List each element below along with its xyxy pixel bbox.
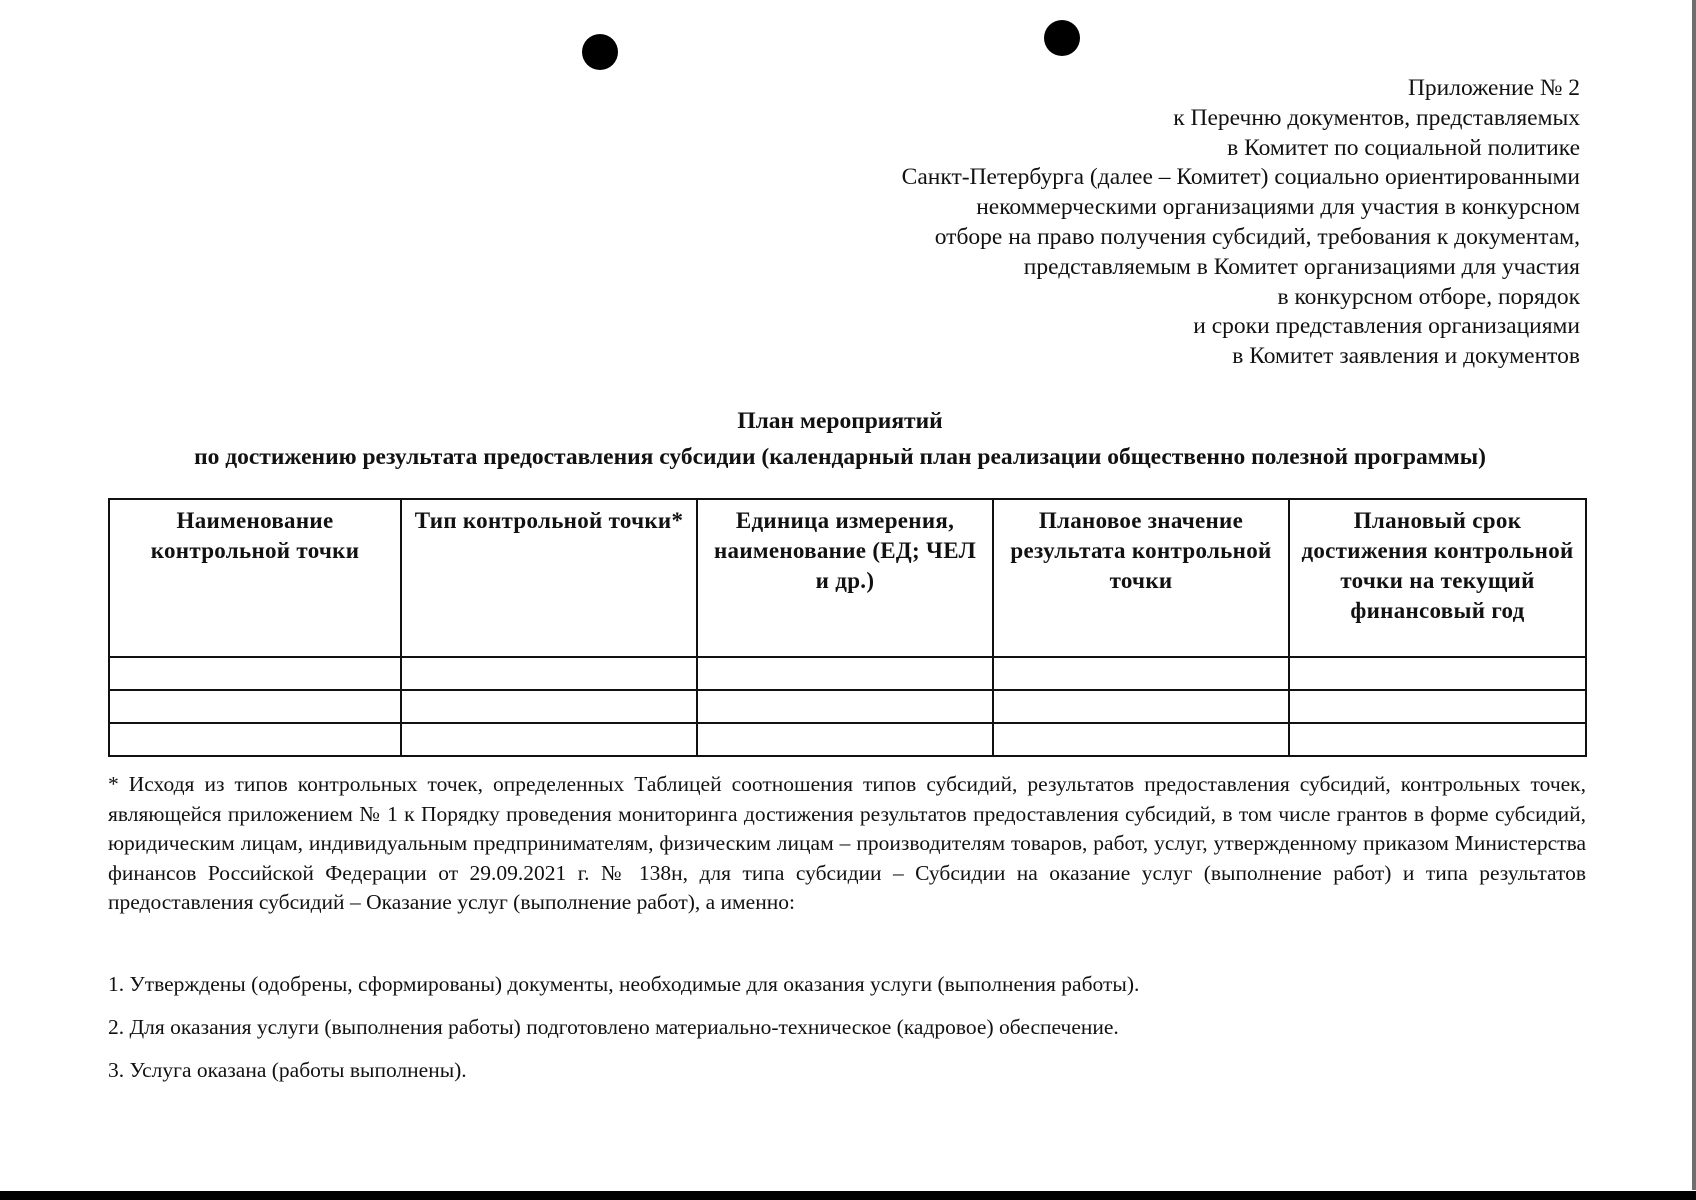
- column-header: Наименование контрольной точки: [109, 499, 401, 657]
- plan-title: План мероприятий: [737, 408, 943, 434]
- table-row: [109, 690, 1586, 723]
- control-points-table: [108, 498, 1587, 757]
- table-cell[interactable]: [401, 657, 697, 690]
- table-cell[interactable]: [697, 690, 993, 723]
- table-cell[interactable]: [401, 723, 697, 756]
- table-cell[interactable]: [109, 657, 401, 690]
- column-header: Единица измерения, наименование (ЕД; ЧЕЛ и др.): [697, 499, 993, 657]
- appendix-line: Приложение № 2: [1407, 75, 1580, 101]
- appendix-header: [700, 74, 1580, 372]
- table-cell[interactable]: [1289, 723, 1586, 756]
- table-cell[interactable]: [1289, 657, 1586, 690]
- plan-subtitle: по достижению результата предоставления субсидии (календарный план реализации общественно полезной программы): [194, 444, 1486, 470]
- table-cell[interactable]: [401, 690, 697, 723]
- table-row: [109, 723, 1586, 756]
- scan-edge-bottom: [0, 1191, 1696, 1200]
- column-header: Плановое значение результата контрольной точки: [993, 499, 1289, 657]
- table-cell[interactable]: [993, 657, 1289, 690]
- table-cell[interactable]: [109, 690, 401, 723]
- list-item: 1. Утверждены (одобрены, сформированы) документы, необходимые для оказания услуги (выполнения работы).: [108, 972, 1140, 996]
- footnote-text: * Исходя из типов контрольных точек, определенных Таблицей соотношения типов субсидий, результатов предоставления субсидий, контрольных точек, являющейся приложением № 1 к Порядку проведения мониторинга достижения результатов предоставления субсидий, в том числе грантов в форме субсидий, юридическим лицам, индивидуальным предпринимателям, физическим лицам – производителям товаров, работ, услуг, утвержденному приказом Министерства финансов Российской Федерации от 29.09.2021 г. № 138н, для типа субсидии – Субсидии на оказание услуг (выполнение работ) и типа результатов предоставления субсидий – Оказание услуг (выполнение работ), а именно:: [108, 772, 1586, 915]
- appendix-line: некоммерческими организациями для участия в конкурсном: [976, 194, 1580, 221]
- plan-title-block: [100, 403, 1580, 475]
- column-header: Тип контрольной точки*: [401, 499, 697, 657]
- table-row: [109, 657, 1586, 690]
- scan-edge-right: [1692, 0, 1696, 1190]
- appendix-line: представляемым в Комитет организациями для участия: [1023, 253, 1580, 280]
- appendix-line: в Комитет заявления и документов: [1232, 343, 1580, 370]
- list-item: 2. Для оказания услуги (выполнения работы) подготовлено материально-техническое (кадровое) обеспечение.: [108, 1015, 1119, 1039]
- appendix-line: в конкурсном отборе, порядок: [1277, 283, 1580, 310]
- table-cell[interactable]: [1289, 690, 1586, 723]
- table-cell[interactable]: [697, 723, 993, 756]
- appendix-line: Санкт-Петербурга (далее – Комитет) социально ориентированными: [901, 164, 1580, 191]
- table-cell[interactable]: [697, 657, 993, 690]
- appendix-line: отборе на право получения субсидий, требования к документам,: [934, 223, 1580, 250]
- punch-hole-mark: [582, 34, 618, 70]
- table-cell[interactable]: [109, 723, 401, 756]
- punch-hole-mark: [1044, 20, 1080, 56]
- table-header-row: [109, 499, 1586, 657]
- table-cell[interactable]: [993, 690, 1289, 723]
- checkpoint-types-list: [108, 970, 1586, 1099]
- appendix-line: в Комитет по социальной политике: [1227, 134, 1580, 161]
- appendix-line: к Перечню документов, представляемых: [1173, 104, 1580, 131]
- column-header: Плановый срок достижения контрольной точки на текущий финансовый год: [1289, 499, 1586, 657]
- table-cell[interactable]: [993, 723, 1289, 756]
- list-item: 3. Услуга оказана (работы выполнены).: [108, 1058, 467, 1082]
- appendix-line: и сроки представления организациями: [1193, 313, 1580, 340]
